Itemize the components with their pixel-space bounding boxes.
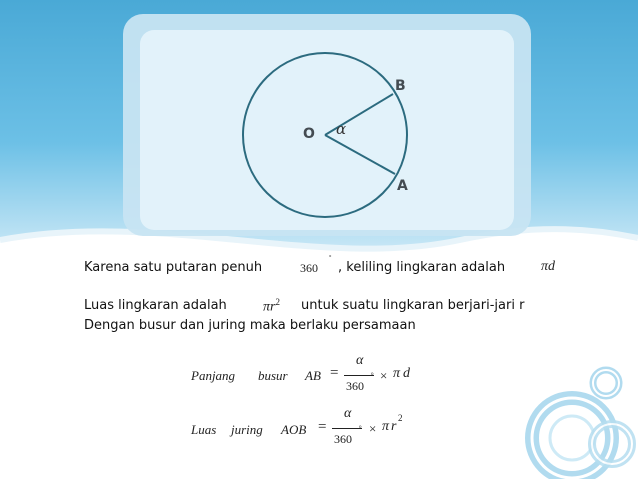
eq2-var: r <box>391 419 397 434</box>
degree-mark: ° <box>329 255 332 261</box>
eq2-degree: o <box>359 425 362 430</box>
r-symbol: r <box>270 299 276 315</box>
eq1-fraction-bar <box>344 375 374 376</box>
eq1-word3: AB <box>305 368 321 383</box>
formula-pi-d <box>541 259 555 275</box>
exponent: 2 <box>275 297 280 307</box>
eq2-numerator: α <box>344 406 352 421</box>
text-line1-suffix: , keliling lingkaran adalah <box>338 260 506 275</box>
eq2-exponent: 2 <box>398 413 403 423</box>
eq1-degree: o <box>371 372 374 377</box>
eq2-pi: π <box>382 419 390 434</box>
eq1-times: × <box>380 368 388 383</box>
eq1-numerator: α <box>356 353 364 368</box>
eq1-var: d <box>403 366 410 381</box>
text-line1-prefix: Karena satu putaran penuh <box>84 260 263 275</box>
eq2-denominator: 360 <box>334 432 352 446</box>
eq2-times: × <box>369 421 377 436</box>
eq2-word3: AOB <box>281 422 307 437</box>
radius-oa <box>325 135 395 174</box>
eq2-fraction-bar <box>332 428 362 429</box>
eq1-equals: = <box>330 365 339 381</box>
eq1-denominator: 360 <box>346 379 364 393</box>
pi-symbol: π <box>541 259 549 274</box>
eq1-word2: busur <box>258 368 288 383</box>
eq1-pi: π <box>393 366 401 381</box>
label-b: B <box>395 78 406 94</box>
d-symbol: d <box>548 259 556 274</box>
eq2-word1: Luas <box>191 422 217 437</box>
eq1-word1: Panjang <box>191 368 236 383</box>
label-alpha: α <box>336 120 347 138</box>
text-line3: Dengan busur dan juring maka berlaku persamaan <box>84 318 416 333</box>
text-line1-value: 360 <box>300 261 318 275</box>
eq2-word2: juring <box>231 422 263 437</box>
label-a: A <box>397 178 408 194</box>
text-line2-prefix: Luas lingkaran adalah <box>84 298 227 313</box>
formula-pi-r2 <box>263 297 280 316</box>
text-line2-suffix: untuk suatu lingkaran berjari-jari r <box>301 298 525 313</box>
pi-symbol: π <box>263 299 271 315</box>
eq2-equals: = <box>318 419 327 435</box>
label-o: O <box>303 126 315 142</box>
